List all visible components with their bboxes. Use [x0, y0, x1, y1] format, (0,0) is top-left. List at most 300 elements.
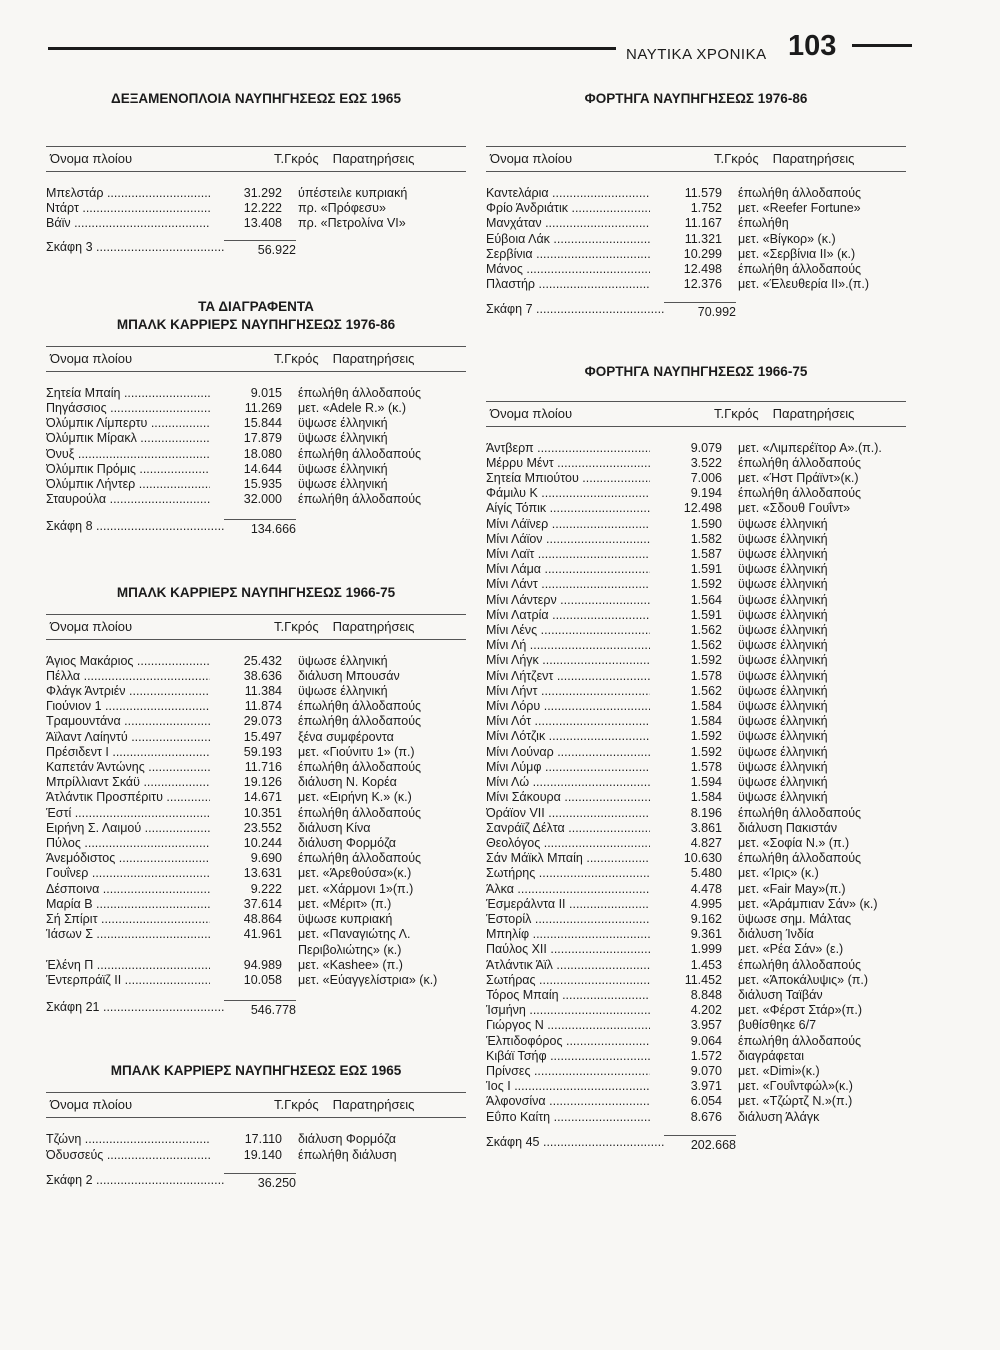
ship-name: Έντερπράϊζ ΙΙ .....	[46, 973, 210, 988]
tonnage-value: 3.957	[690, 1018, 722, 1033]
tonnage-value: 11.452	[684, 972, 722, 987]
tonnage-value: 17.879	[243, 431, 282, 446]
table-row	[46, 882, 466, 897]
ship-name: Πρέσιδεντ Ι .....	[46, 745, 210, 760]
notes-text: βυθίσθηκε 6/7	[738, 1018, 817, 1033]
notes-text: έπωλήθη άλλοδαπούς	[298, 851, 422, 866]
total-row	[46, 1000, 466, 1018]
tonnage-value: 12.376	[683, 277, 722, 292]
ship-name: Μίνι Λάμα .....	[486, 562, 650, 577]
table-row	[486, 486, 906, 501]
tonnage-value: 13.631	[243, 866, 282, 881]
table-row	[486, 201, 906, 216]
notes-text: ϋψωσε έλληνική	[738, 607, 828, 622]
table-row	[486, 882, 906, 897]
tonnage-value: 8.196	[690, 805, 722, 820]
column-header-name: Όνομα πλοίου	[490, 151, 573, 166]
section-title: ΜΠΑΛΚ ΚΑΡΡΙΕΡΣ ΝΑΥΠΗΓΗΣΕΩΣ 1966-75	[116, 584, 396, 600]
total-row	[46, 240, 466, 258]
tonnage-value: 10.058	[243, 972, 282, 987]
header-rule	[852, 44, 912, 47]
ship-name: Σή Σπίριτ .....	[46, 912, 210, 927]
table-row	[46, 1148, 466, 1163]
table-row	[46, 654, 466, 669]
table-row	[486, 927, 906, 942]
notes-text: ϋψωσε έλληνική	[738, 790, 828, 805]
tonnage-value: 1.591	[690, 607, 722, 622]
notes-text: έπωλήθη άλλοδαπούς	[298, 446, 422, 461]
table-row	[486, 471, 906, 486]
ship-name: Σωτήρης .....	[486, 866, 650, 881]
ship-name: Μίνι Λήντ .....	[486, 684, 650, 699]
table-body	[46, 186, 466, 232]
total-tonnage: 134.666	[224, 519, 296, 537]
notes-text: μετ. «Άράμπιαν Σάν» (κ.)	[738, 896, 878, 911]
table-body	[46, 654, 466, 988]
notes-text: μετ. «Ίρις» (κ.)	[738, 866, 819, 881]
table-row	[486, 262, 906, 277]
notes-text: διάλυση Άλάγκ	[738, 1109, 820, 1124]
tonnage-value: 15.935	[243, 477, 282, 492]
ship-name: Όλύμπικ Πρόμις .....	[46, 462, 210, 477]
table-row	[46, 492, 466, 507]
table-row	[46, 775, 466, 790]
notes-text: ξένα συμφέροντα	[298, 729, 394, 744]
table-row	[486, 729, 906, 744]
table-row	[486, 836, 906, 851]
notes-text: μετ. «Σερβίνια ΙΙ» (κ.)	[738, 246, 856, 261]
table-row	[46, 1132, 466, 1147]
table-row	[46, 851, 466, 866]
table-row	[486, 623, 906, 638]
ship-name: Όράϊον VII .....	[486, 806, 650, 821]
table-row	[486, 866, 906, 881]
ship-name: Μίνι Λάντ .....	[486, 577, 650, 592]
ship-name: Μίνι Λάϊον .....	[486, 532, 650, 547]
notes-text: ϋψωσε έλληνική	[738, 516, 828, 531]
column-header-name: Όνομα πλοίου	[50, 618, 133, 634]
column-header-name: Όνομα πλοίου	[50, 1097, 133, 1113]
ship-name: Ίσμήνη .....	[486, 1003, 650, 1018]
ship-name: Άλκα .....	[486, 882, 650, 897]
tonnage-value: 1.999	[690, 942, 722, 957]
notes-text: διάλυση Φορμόζα	[298, 836, 396, 851]
table-row	[46, 973, 466, 988]
table-row	[486, 714, 906, 729]
notes-text: έπωλήθη άλλοδαπούς	[298, 385, 422, 400]
column-header-row	[486, 146, 906, 172]
tonnage-value: 9.079	[690, 440, 722, 455]
left-column	[46, 90, 466, 1191]
ship-name: Καπετάν Άντώνης .....	[46, 760, 210, 775]
tonnage-value: 19.140	[243, 1147, 282, 1162]
tonnage-value: 10.351	[243, 805, 282, 820]
tonnage-value: 9.162	[690, 911, 722, 926]
ship-name: Άνεμόδιστος .....	[46, 851, 210, 866]
table-row	[486, 441, 906, 456]
notes-text: μετ. «Ρέα Σάν» (ε.)	[738, 942, 844, 957]
total-tonnage: 36.250	[224, 1173, 296, 1191]
ship-name: Μίνι Λή .....	[486, 638, 650, 653]
ship-name: Έλπιδοφόρος .....	[486, 1034, 650, 1049]
ship-name: Μίνι Λύμφ .....	[486, 760, 650, 775]
ship-name: Όδυσσεύς .....	[46, 1148, 210, 1163]
table-body	[46, 386, 466, 508]
tonnage-value: 11.874	[244, 699, 282, 714]
total-label: Σκάφη 45 .....	[486, 1135, 664, 1153]
total-tonnage: 202.668	[664, 1135, 736, 1153]
table-row	[486, 1034, 906, 1049]
table-row	[486, 1110, 906, 1125]
table-body	[486, 186, 906, 292]
notes-text: διάλυση Πακιστάν	[738, 820, 838, 835]
ship-name: Έσμεράλντα ΙΙ .....	[486, 897, 650, 912]
total-label: Σκάφη 7 .....	[486, 302, 664, 320]
notes-text: ϋψωσε έλληνική	[738, 729, 828, 744]
tonnage-value: 11.167	[684, 216, 722, 231]
ship-name: Πηγάσσιος .....	[46, 401, 210, 416]
ship-name: Τόρος Μπαίη .....	[486, 988, 650, 1003]
table-row	[486, 1003, 906, 1018]
tonnage-value: 3.861	[690, 820, 722, 835]
ship-name: Σερβίνια .....	[486, 247, 650, 262]
ship-name: Σταυρούλα .....	[46, 492, 210, 507]
notes-text: ϋψωσε έλληνική	[298, 653, 388, 668]
notes-text: έπωλήθη άλλοδαπούς	[738, 957, 862, 972]
ship-name: Μίνι Λόρυ .....	[486, 699, 650, 714]
ship-name: Καντελάρια .....	[486, 186, 650, 201]
total-tonnage: 70.992	[664, 302, 736, 320]
table-row	[486, 577, 906, 592]
tonnage-value: 10.630	[683, 851, 722, 866]
ship-name: Σάν Μάϊκλ Μπαίη .....	[486, 851, 650, 866]
notes-text: ϋψωσε έλληνική	[298, 461, 388, 476]
total-tonnage: 546.778	[224, 1000, 296, 1018]
notes-text: ϋψωσε κυπριακή	[298, 912, 393, 927]
column-header-tonnage: Τ.Γκρός	[713, 151, 759, 166]
tonnage-value: 11.579	[684, 186, 722, 200]
notes-text: ϋψωσε έλληνική	[738, 714, 828, 729]
tonnage-value: 29.073	[243, 714, 282, 729]
table-row	[486, 942, 906, 957]
tonnage-value: 1.590	[690, 516, 722, 531]
column-header-row	[46, 146, 466, 172]
section-title: ΜΠΑΛΚ ΚΑΡΡΙΕΡΣ ΝΑΥΠΗΓΗΣΕΩΣ 1976-86	[116, 316, 396, 332]
notes-text: μετ. «Ήστ Πράϊντ»(κ.)	[738, 471, 859, 486]
ship-name: Πύλος .....	[46, 836, 210, 851]
column-header-tonnage: Τ.Γκρός	[273, 618, 319, 634]
ship-name: Ντάρτ .....	[46, 201, 210, 216]
tonnage-value: 3.522	[690, 455, 722, 470]
ship-name: Δέσποινα .....	[46, 882, 210, 897]
tonnage-value: 59.193	[243, 744, 282, 759]
ship-name: Μίνι Λαϊτ .....	[486, 547, 650, 562]
column-header-tonnage: Τ.Γκρός	[273, 1097, 319, 1113]
notes-text: πρ. «Πετρολίνα VI»	[298, 216, 406, 231]
table-row	[46, 730, 466, 745]
tonnage-value: 11.269	[244, 401, 282, 416]
tonnage-value: 9.015	[250, 385, 282, 400]
notes-text: έπωλήθη άλλοδαπούς	[298, 492, 422, 507]
tonnage-value: 3.971	[690, 1079, 722, 1094]
tonnage-value: 25.432	[243, 653, 282, 668]
table-row	[486, 988, 906, 1003]
notes-text: διάλυση Ταϊβάν	[738, 987, 823, 1002]
table-row	[46, 836, 466, 851]
tonnage-value: 1.752	[690, 201, 722, 216]
notes-text: μετ. «Adele R.» (κ.)	[298, 401, 407, 416]
total-label: Σκάφη 2 .....	[46, 1173, 224, 1191]
notes-text: μετ. «Χάρμονι 1»(π.)	[298, 881, 414, 896]
table-row	[486, 1079, 906, 1094]
ship-name: Μίνι Λατρία .....	[486, 608, 650, 623]
notes-text: έπωλήθη άλλοδαπούς	[738, 186, 862, 200]
total-row	[46, 519, 466, 537]
notes-text: μετ. «Τζώρτζ Ν.»(π.)	[738, 1094, 853, 1109]
tonnage-value: 1.453	[690, 957, 722, 972]
ship-name: Μίνι Λένς .....	[486, 623, 650, 638]
notes-text: διάλυση Κίνα	[298, 820, 371, 835]
notes-text: έπωλήθη άλλοδαπούς	[298, 714, 422, 729]
ship-name: Όνυξ .....	[46, 447, 210, 462]
tonnage-value: 13.408	[243, 216, 282, 231]
tonnage-value: 23.552	[243, 820, 282, 835]
notes-text: έπωλήθη άλλοδαπούς	[738, 1033, 862, 1048]
total-row	[46, 1173, 466, 1191]
tonnage-value: 1.591	[690, 562, 722, 577]
table-row	[46, 669, 466, 684]
ship-name: Γιώργος Ν .....	[486, 1018, 650, 1033]
tonnage-value: 1.564	[690, 592, 722, 607]
table-row	[486, 277, 906, 292]
notes-text: πρ. «Πρόφεσυ»	[298, 201, 386, 216]
notes-text: ϋψωσε έλληνική	[738, 775, 828, 790]
notes-text: έπωλήθη άλλοδαπούς	[738, 805, 862, 820]
column-header-row	[486, 401, 906, 427]
ship-name: Φλάγκ Άντριέν .....	[46, 684, 210, 699]
ship-name: Μπελστάρ .....	[46, 186, 210, 201]
ship-name: Φρίο Άνδριάτικ .....	[486, 201, 650, 216]
table-row	[486, 790, 906, 805]
ship-name: Μανχάταν .....	[486, 216, 650, 231]
column-header-tonnage: Τ.Γκρός	[273, 350, 319, 366]
tonnage-value: 15.497	[243, 729, 282, 744]
ship-name: Αίγίς Τόπικ .....	[486, 501, 650, 516]
notes-text: μετ. «Reefer Fortune»	[738, 201, 861, 216]
table-row	[46, 447, 466, 462]
notes-text: ϋψωσε έλληνική	[738, 759, 828, 774]
notes-text: ϋψωσε έλληνική	[738, 531, 828, 546]
section-title: ΦΟΡΤΗΓΑ ΝΑΥΠΗΓΗΣΕΩΣ 1966-75	[584, 363, 808, 379]
tonnage-value: 1.562	[690, 623, 722, 638]
table-body	[486, 441, 906, 1125]
ship-name: Θεολόγος .....	[486, 836, 650, 851]
section-title: ΦΟΡΤΗΓΑ ΝΑΥΠΗΓΗΣΕΩΣ 1976-86	[584, 91, 808, 106]
tonnage-value: 11.716	[244, 760, 282, 775]
ship-name: Φάμιλυ Κ .....	[486, 486, 650, 501]
tonnage-value: 8.848	[690, 987, 722, 1002]
notes-text: ϋψωσε έλληνική	[738, 744, 828, 759]
tonnage-value: 1.592	[690, 653, 722, 668]
tonnage-value: 15.844	[243, 416, 282, 431]
tonnage-value: 1.594	[690, 775, 722, 790]
table-row	[46, 386, 466, 401]
table-row	[46, 866, 466, 881]
notes-text: ϋψωσε έλληνική	[738, 699, 828, 714]
tonnage-value: 1.582	[690, 531, 722, 546]
tonnage-value: 17.110	[244, 1132, 282, 1147]
table-row	[486, 216, 906, 231]
notes-text: ϋψωσε έλληνική	[738, 547, 828, 562]
notes-text: μετ. «Γιούνιτυ 1» (π.)	[298, 744, 415, 759]
tonnage-value: 6.054	[690, 1094, 722, 1109]
notes-text: μετ. «Βίγκορ» (κ.)	[738, 231, 836, 246]
notes-text: έπωλήθη άλλοδαπούς	[298, 699, 422, 714]
tonnage-value: 9.064	[690, 1033, 722, 1048]
ship-name: Μίνι Λάϊνερ .....	[486, 517, 650, 532]
notes-text: διάλυση Φορμόζα	[298, 1132, 396, 1147]
ship-name: Άγιος Μακάριος .....	[46, 654, 210, 669]
ship-name: Μπρίλλιαντ Σκάϋ .....	[46, 775, 210, 790]
ship-name: Μίνι Λώ .....	[486, 775, 650, 790]
tonnage-value: 12.222	[243, 201, 282, 216]
table-row	[486, 608, 906, 623]
notes-text: μετ. «Γουΐντφώλ»(κ.)	[738, 1079, 853, 1094]
tonnage-value: 14.671	[243, 790, 282, 805]
table-row	[46, 958, 466, 973]
ship-name: Μίνι Λήτζεντ .....	[486, 669, 650, 684]
column-header-notes: Παρατηρήσεις	[772, 151, 855, 166]
ship-name: Μίνι Λότζικ .....	[486, 729, 650, 744]
tonnage-value: 10.299	[683, 246, 722, 261]
table-row	[46, 416, 466, 431]
notes-text: έπωλήθη άλλοδαπούς	[298, 760, 422, 775]
tonnage-value: 4.478	[690, 881, 722, 896]
tonnage-value: 7.006	[690, 471, 722, 486]
column-header-row	[46, 1092, 466, 1118]
ship-name: Τζώνη .....	[46, 1132, 210, 1147]
total-row	[486, 302, 906, 320]
notes-text: μετ. «Fair May»(π.)	[738, 881, 846, 896]
notes-text: μετ. «Kashee» (π.)	[298, 957, 403, 972]
total-tonnage: 56.922	[224, 240, 296, 258]
ship-name: Γιούνιον 1 .....	[46, 699, 210, 714]
tonnage-value: 9.070	[690, 1063, 722, 1078]
table-row	[486, 851, 906, 866]
tonnage-value: 1.592	[690, 577, 722, 592]
tonnage-value: 31.292	[243, 186, 282, 200]
total-label: Σκάφη 3 .....	[46, 240, 224, 258]
notes-text: έπωλήθη διάλυση	[298, 1147, 397, 1162]
table-row	[46, 912, 466, 927]
table-row	[46, 477, 466, 492]
ship-name: Πρίνσες .....	[486, 1064, 650, 1079]
table-row	[486, 1018, 906, 1033]
notes-text: μετ. «Άποκάλυψις» (π.)	[738, 972, 869, 987]
tonnage-value: 1.587	[690, 547, 722, 562]
tonnage-value: 9.222	[250, 881, 282, 896]
ship-name: Όλύμπικ Λήντερ .....	[46, 477, 210, 492]
column-header-row	[46, 346, 466, 372]
table-row	[46, 699, 466, 714]
section-title: ΤΑ ΔΙΑΓΡΑΦΕΝΤΑ	[198, 298, 314, 314]
table-row	[486, 456, 906, 471]
notes-text: μετ. «Παναγιώτης Λ. Περιβολιώτης» (κ.)	[298, 927, 411, 957]
tonnage-value: 12.498	[683, 262, 722, 277]
table-row	[46, 790, 466, 805]
table-row	[486, 760, 906, 775]
table-row	[486, 232, 906, 247]
ship-name: Ίος Ι .....	[486, 1079, 650, 1094]
ship-name: Μίνι Σάκουρα .....	[486, 790, 650, 805]
column-header-notes: Παρατηρήσεις	[332, 350, 415, 366]
notes-text: ϋψωσε έλληνική	[738, 668, 828, 683]
table-row	[46, 401, 466, 416]
notes-text: μετ. «Έλευθερία ΙΙ».(π.)	[738, 277, 869, 292]
total-label: Σκάφη 21 .....	[46, 1000, 224, 1018]
tonnage-value: 11.384	[244, 684, 282, 699]
tonnage-value: 1.562	[690, 638, 722, 653]
notes-text: ύπέστειλε κυπριακή	[298, 186, 408, 200]
table-row	[46, 714, 466, 729]
total-row	[486, 1135, 906, 1153]
section-title: ΔΕΞΑΜΕΝΟΠΛΟΙΑ ΝΑΥΠΗΓΗΣΕΩΣ ΕΩΣ 1965	[111, 91, 401, 106]
table-row	[486, 593, 906, 608]
ship-name: Άϊλαντ Λαίηντύ .....	[46, 730, 210, 745]
tonnage-value: 1.584	[690, 790, 722, 805]
tonnage-value: 4.202	[690, 1003, 722, 1018]
notes-text: έπωλήθη άλλοδαπούς	[738, 851, 862, 866]
table-row	[486, 684, 906, 699]
notes-text: μετ. «Φέρστ Στάρ»(π.)	[738, 1003, 862, 1018]
tonnage-value: 5.480	[690, 866, 722, 881]
tonnage-value: 9.690	[250, 851, 282, 866]
notes-text: ϋψωσε έλληνική	[738, 562, 828, 577]
ship-name: Πλαστήρ .....	[486, 277, 650, 292]
table-row	[46, 431, 466, 446]
right-column	[486, 90, 906, 1153]
notes-text: έπωλήθη άλλοδαπούς	[738, 262, 862, 277]
tonnage-value: 10.244	[243, 836, 282, 851]
tonnage-value: 18.080	[243, 446, 282, 461]
notes-text: μετ. «Λιμπερέϊτορ Α».(π.).	[738, 440, 882, 455]
notes-text: έπωλήθη άλλοδαπούς	[738, 486, 862, 501]
tonnage-value: 1.584	[690, 714, 722, 729]
notes-text: ϋψωσε έλληνική	[738, 638, 828, 653]
tonnage-value: 32.000	[243, 492, 282, 507]
table-row	[486, 806, 906, 821]
column-header-notes: Παρατηρήσεις	[772, 405, 855, 421]
table-row	[486, 532, 906, 547]
ship-name: Άτλάντικ Άϊλ .....	[486, 958, 650, 973]
ship-name: Μίνι Λότ .....	[486, 714, 650, 729]
notes-text: ϋψωσε σημ. Μάλτας	[738, 911, 851, 926]
table-row	[46, 201, 466, 216]
tonnage-value: 48.864	[243, 912, 282, 927]
ship-name: Έλένη Π .....	[46, 958, 210, 973]
table-row	[46, 806, 466, 821]
table-row	[486, 973, 906, 988]
ship-name: Τραμουντάνα .....	[46, 714, 210, 729]
tonnage-value: 1.578	[690, 668, 722, 683]
table-row	[486, 547, 906, 562]
table-row	[486, 638, 906, 653]
notes-text: ϋψωσε έλληνική	[738, 683, 828, 698]
section-title: ΜΠΑΛΚ ΚΑΡΡΙΕΡΣ ΝΑΥΠΗΓΗΣΕΩΣ ΕΩΣ 1965	[110, 1063, 402, 1079]
ship-name: Ειρήνη Σ. Λαιμού .....	[46, 821, 210, 836]
table-row	[486, 1049, 906, 1064]
ship-name: Έστί .....	[46, 806, 210, 821]
